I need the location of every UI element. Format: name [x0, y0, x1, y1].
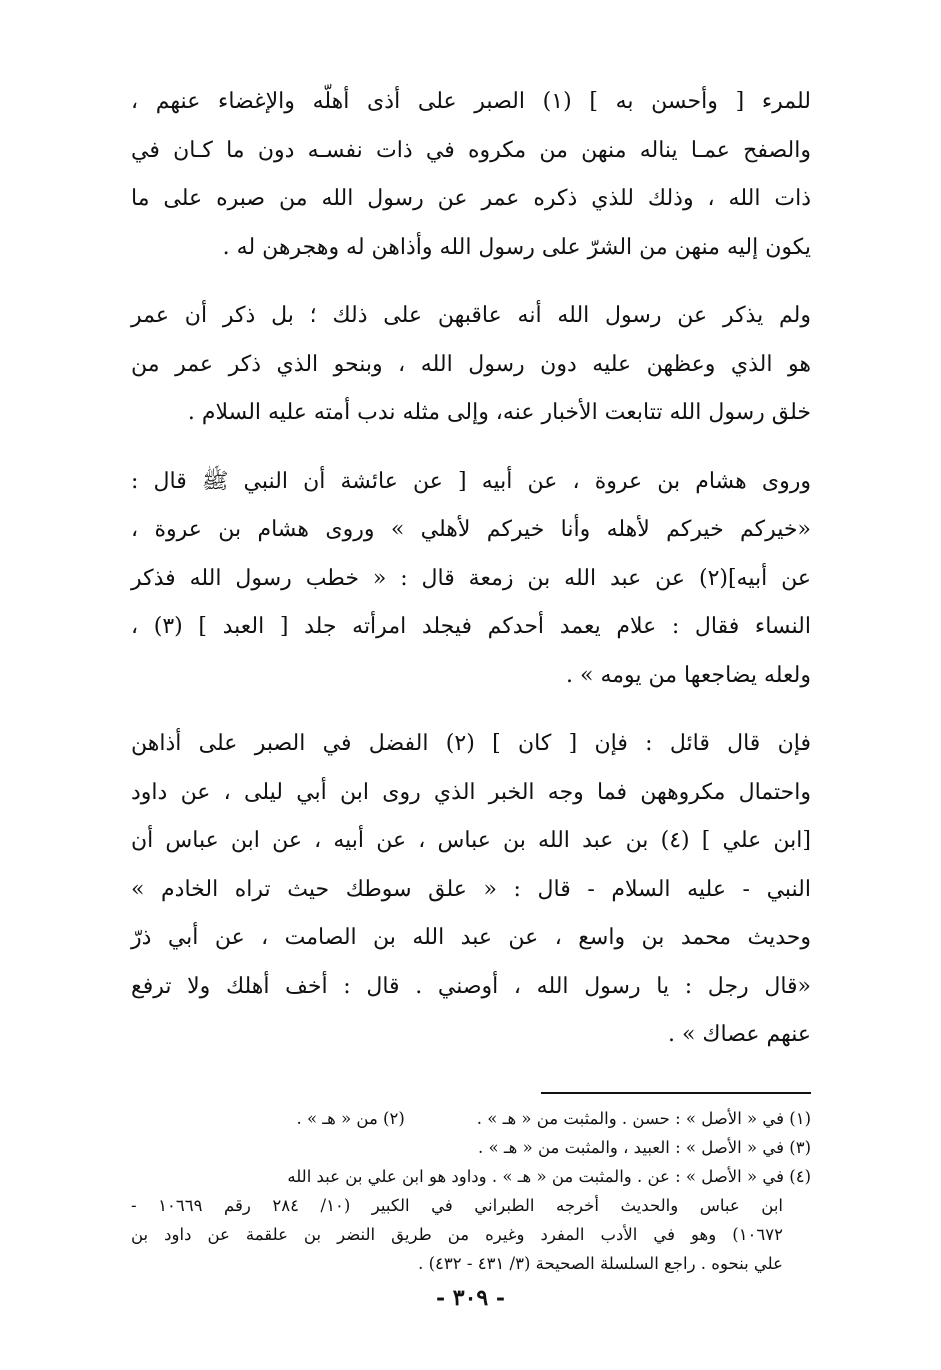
text-line: وحديث محمد بن واسع ، عن عبد الله بن الصامت ، عن أبي ذرّ: [131, 925, 811, 950]
footnote-separator: [541, 1092, 811, 1094]
paragraph-1: [131, 78, 811, 272]
text-line: النساء فقال : علام يعمد أحدكم فيجلد امرأته جلد [ العبد ] (٣) ،: [131, 614, 811, 639]
footnote-row-1: [131, 1104, 811, 1133]
text-line: «قال رجل : يا رسول الله ، أوصني . قال : أخف أهلك ولا ترفع: [131, 973, 811, 999]
text-line: واحتمال مكروههن فما وجه الخبر الذي روى ابن أبي ليلى ، عن داود: [131, 779, 811, 805]
text-line: للمرء [ وأحسن به ] (١) الصبر على أذى أهلّه والإغضاء عنهم ،: [131, 89, 812, 114]
text-line: عن أبيه](٢) عن عبد الله بن زمعة قال : « خطب رسول الله فذكر: [131, 565, 812, 591]
paragraph-2: [131, 292, 811, 438]
text-line: يكون إليه منهن من الشرّ على رسول الله وأذاهن له وهجرهن له .: [222, 234, 811, 260]
footnote-separator-wrap: [131, 1078, 811, 1094]
text-line: والصفح عمـا يناله منهن من مكروه في ذات نفسـه دون ما كـان في: [131, 137, 811, 163]
footnotes: [131, 1104, 811, 1278]
footnote-1: (١) في « الأصل » : حسن . والمثبت من « هـ » .: [476, 1108, 811, 1128]
footnote-4-line-4: علي بنحوه . راجع السلسلة الصحيحة (٣/ ٤٣١ - ٤٣٢) .: [418, 1253, 783, 1273]
text-line: خلق رسول الله تتابعت الأخبار عنه، وإلى مثله ندب أمته عليه السلام .: [187, 400, 811, 425]
footnote-3: (٣) في « الأصل » : العبيد ، والمثبت من « هـ » .: [478, 1137, 811, 1157]
text-line: هو الذي وعظهن عليه دون رسول الله ، وبنحو الذي ذكر عمر من: [131, 351, 811, 377]
page-body: [131, 78, 811, 1278]
text-line: وروى هشام بن عروة ، عن أبيه [ عن عائشة أن النبي ﷺ قال :: [131, 468, 811, 494]
text-line: [ابن علي ] (٤) بن عبد الله بن عباس ، عن أبيه ، عن ابن عباس أن: [131, 828, 811, 853]
text-line: ذات الله ، وذلك للذي ذكره عمر عن رسول الله من صبره على ما: [131, 186, 811, 211]
footnote-4-line-1: (٤) في « الأصل » : عن . والمثبت من « هـ » . وداود هو ابن علي بن عبد الله: [287, 1166, 811, 1186]
text-line: ولم يذكر عن رسول الله أنه عاقبهن على ذلك ؛ بل ذكر أن عمر: [131, 303, 811, 328]
text-line: فإن قال قائل : فإن [ كان ] (٢) الفضل في الصبر على أذاهن: [131, 731, 811, 756]
text-line: «خيركم خيركم لأهله وأنا خيركم لأهلي » وروى هشام بن عروة ،: [131, 517, 811, 542]
paragraph-3: [131, 458, 811, 701]
paragraph-4: [131, 720, 811, 1060]
footnote-2: (٢) من « هـ » .: [296, 1108, 405, 1128]
footnote-4-line-3: ١٠٦٧٢) وهو في الأدب المفرد وغيره من طريق النضر بن علقمة عن داود بن: [131, 1224, 783, 1244]
page-number: - ٣٠٩ -: [435, 1285, 506, 1311]
footnote-4-line-2: ابن عباس والحديث أخرجه الطبراني في الكبير (١٠/ ٢٨٤ رقم ١٠٦٦٩ -: [131, 1195, 783, 1215]
text-line: النبي - عليه السلام - قال : « علق سوطك حيث تراه الخادم »: [131, 876, 811, 902]
text-line: ولعله يضاجعها من يومه » .: [566, 662, 811, 688]
text-line: عنهم عصاك » .: [667, 1022, 811, 1047]
